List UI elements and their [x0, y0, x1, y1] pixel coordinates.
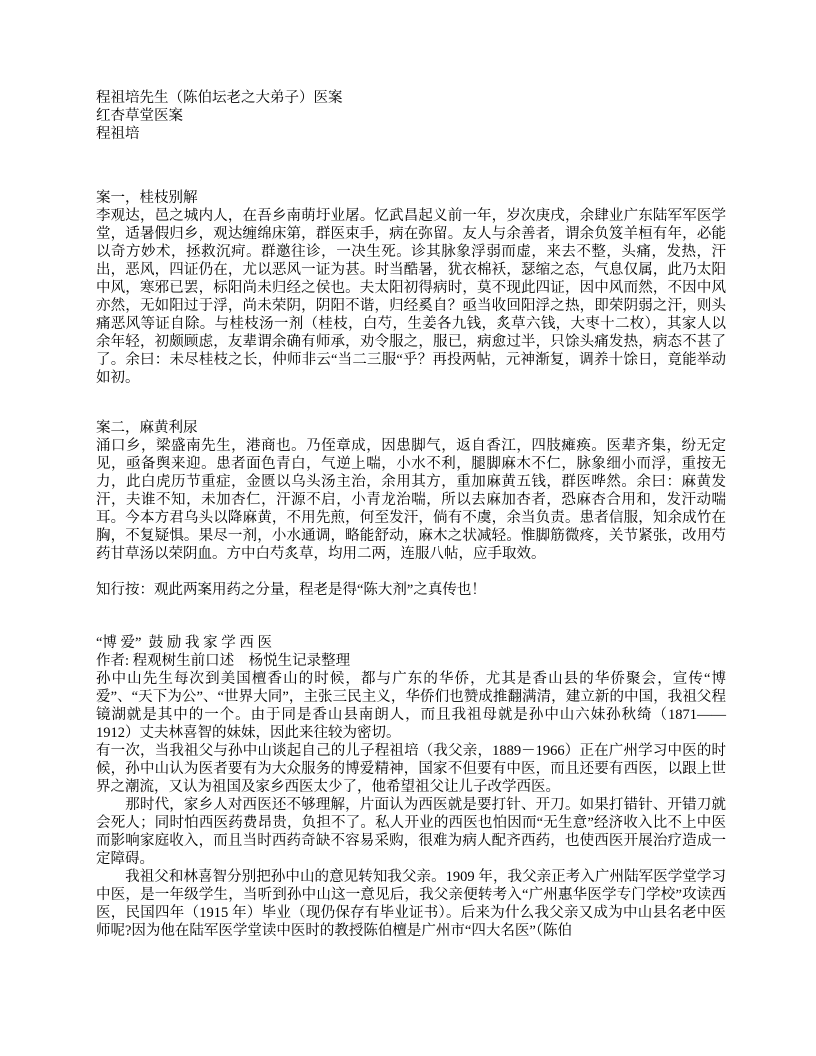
case-1-section [96, 189, 726, 387]
doc-title-line-2: 红杏草堂医案 [96, 108, 183, 124]
article-paragraph-2: 有一次，当我祖父与孙中山谈起自己的儿子程祖培（我父亲，1889－1966）正在广州学习中医的时候，孙中山认为医者要有为大众服务的博爱精神，国家不但要有中医，而且还要有西医，以跟上世界之潮流，又认为祖国及家乡西医太少了，他希望祖父让儿子改学西医。 [96, 743, 726, 795]
case-1-body: 李观达，邑之城内人，在吾乡南萌圩业屠。忆武昌起义前一年，岁次庚戌，余肆业广东陆军军医学堂，适暑假归乡，观达缠绵床第，群医束手，病在弥留。友人与余善者，谓余负笈羊桓有年，必能以奇方妙术，拯救沉疴。群邀往诊，一决生死。诊其脉象浮弱而虚，来去不整，头痛，发热，汗出，恶风，四证仍在，尤以恶风一证为甚。时当酷暑，犹衣棉袄，瑟缩之态，气息仅属，此乃太阳中风，寒邪已罢，标阳尚未归经之侯也。夫太阳初得病时，莫不现此四证，因中风而然，不因中风亦然，无如阳过于浮，尚未荣阴，阴阳不谐，归经奚自？亟当收回阳浮之热，即荣阴弱之汗，则头痛恶风等证自除。与桂枝汤一剂（桂枝，白芍，生姜各九钱，炙草六钱，大枣十二枚），其家人以余年轻，初颇顾虑，友辈谓余确有师承，劝令服之，服已，病愈过半，只馀头痛发热，病态不甚了了。余曰：未尽桂枝之长，仲师非云“当二三服“乎？再投两帖，元神渐复，调养十馀日，竟能举动如初。 [96, 208, 726, 386]
case-2-heading: 案二，麻黄利尿 [96, 420, 198, 436]
article-byline: 作者: 程观树生前口述 杨悦生记录整理 [96, 653, 351, 669]
document-header [96, 89, 726, 143]
doc-author-line: 程祖培 [96, 126, 140, 142]
article-paragraph-3: 那时代，家乡人对西医还不够理解，片面认为西医就是要打针、开刀。如果打错针、开错刀就会死人；同时怕西医药费昂贵，负担不了。私人开业的西医也怕因而“无生意”经济收入比不上中医而影响家庭收入，而且当时西药奇缺不容易采购，很难为病人配齐西药，也使西医开展治疗造成一定障碍。 [96, 797, 726, 867]
commentary-note: 知行按：观此两案用药之分量，程老是得“陈大剂”之真传也！ [96, 582, 486, 598]
article-title: “博 爱” 鼓 励 我 家 学 西 医 [96, 635, 272, 651]
case-1-heading: 案一，桂枝别解 [96, 190, 198, 206]
case-2-section [96, 419, 726, 563]
doc-title-line-1: 程祖培先生（陈伯坛老之大弟子）医案 [96, 90, 343, 106]
article-paragraph-4: 我祖父和林喜智分别把孙中山的意见转知我父亲。1909 年，我父亲正考入广州陆军医学堂学习中医，是一年级学生，当听到孙中山这一意见后，我父亲便转考入“广州惠华医学专门学校”攻读西医，民国四年（1915 年）毕业（现仍保存有毕业证书）。后来为什么我父亲又成为中山县名老中医师呢?因为他在陆军医学堂读中医时的教授陈伯檀是广州市“四大名医”（陈伯 [96, 869, 726, 939]
case-2-body: 涌口乡，梁盛南先生，港商也。乃侄章成，因患脚气，返自香江，四肢瘫痪。医辈齐集，纷无定见，亟备舆来迎。患者面色青白，气逆上喘，小水不利，腿脚麻木不仁，脉象细小而浮，重按无力，此白虎历节重症，金匮以乌头汤主治，余用其方，重加麻黄五钱，群医哗然。余曰：麻黄发汗，夫谁不知，未加杏仁，汗源不启，小青龙治喘，所以去麻加杏者，恐麻杏合用和，发汗动喘耳。今本方君乌头以降麻黄，不用先煎，何至发汗，倘有不虞，余当负责。患者信服，知余成竹在胸，不复疑惧。果尽一剂，小水通调，略能舒动，麻木之状减轻。惟脚筋微疼，关节紧张，改用芍药甘草汤以荣阴血。方中白芍炙草，均用二两，连服八帖，应手取效。 [96, 438, 726, 562]
article-section [96, 634, 726, 940]
article-paragraph-1: 孙中山先生每次到美国檀香山的时候，都与广东的华侨，尤其是香山县的华侨聚会，宣传“博爱”、“天下为公”、“世界大同”，主张三民主义，华侨们也赞成推翻满清，建立新的中国，我祖父程镜湖就是其中的一个。由于同是香山县南朗人，而且我祖母就是孙中山六妹孙秋绮（1871——1912）丈夫林喜智的妹妹，因此来往较为密切。 [96, 671, 726, 741]
